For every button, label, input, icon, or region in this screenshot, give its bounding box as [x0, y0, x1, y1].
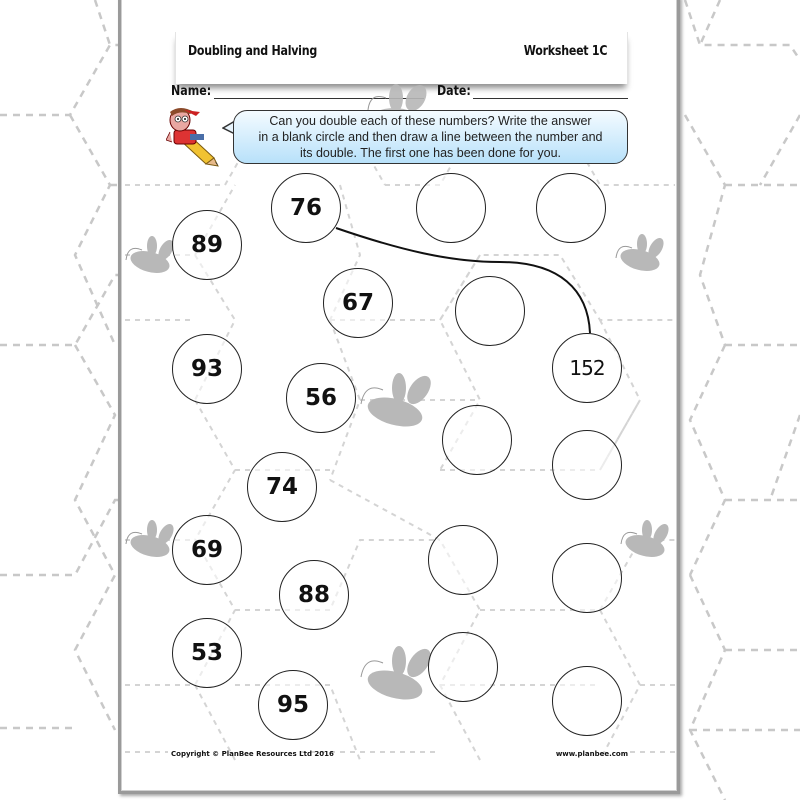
bee-icon	[120, 520, 180, 562]
number-circle-56[interactable]: 56	[286, 363, 356, 433]
instructions-speech-bubble	[233, 110, 628, 164]
date-label: Date:	[437, 84, 471, 99]
number-circle-93[interactable]: 93	[172, 334, 242, 404]
blank-answer-circle[interactable]	[442, 405, 512, 475]
blank-answer-circle[interactable]	[416, 173, 486, 243]
blank-answer-circle[interactable]	[428, 525, 498, 595]
boy-on-pencil-illustration	[166, 106, 226, 173]
blank-answer-circle[interactable]	[455, 276, 525, 346]
worksheet-number: Worksheet 1C	[523, 44, 607, 59]
answer-circle-152[interactable]: 152	[552, 333, 622, 403]
blank-answer-circle[interactable]	[428, 632, 498, 702]
footer-website: www.planbee.com	[555, 750, 628, 758]
instructions-line-1: Can you double each of these numbers? Write the answer	[269, 114, 592, 128]
bee-icon	[120, 236, 180, 278]
blank-answer-circle[interactable]	[552, 543, 622, 613]
number-circle-69[interactable]: 69	[172, 515, 242, 585]
instructions-line-3: its double. The first one has been done for you.	[299, 146, 562, 160]
number-circle-53[interactable]: 53	[172, 618, 242, 688]
bee-icon	[610, 234, 670, 276]
blank-answer-circle[interactable]	[536, 173, 606, 243]
name-label: Name:	[171, 84, 212, 99]
number-circle-89[interactable]: 89	[172, 210, 242, 280]
number-circle-95[interactable]: 95	[258, 670, 328, 740]
number-circle-88[interactable]: 88	[279, 560, 349, 630]
bee-icon	[355, 645, 435, 705]
date-input-line[interactable]	[473, 98, 628, 99]
blank-answer-circle[interactable]	[552, 666, 622, 736]
bee-icon	[615, 520, 675, 562]
bee-icon	[355, 372, 435, 432]
instructions-line-2: in a blank circle and then draw a line between the number and	[258, 130, 603, 144]
number-circle-67[interactable]: 67	[323, 268, 393, 338]
worksheet-title: Doubling and Halving	[188, 44, 317, 59]
blank-answer-circle[interactable]	[552, 430, 622, 500]
number-circle-76[interactable]: 76	[271, 173, 341, 243]
footer-copyright: Copyright © PlanBee Resources Ltd 2016	[171, 750, 334, 758]
number-circle-74[interactable]: 74	[247, 452, 317, 522]
